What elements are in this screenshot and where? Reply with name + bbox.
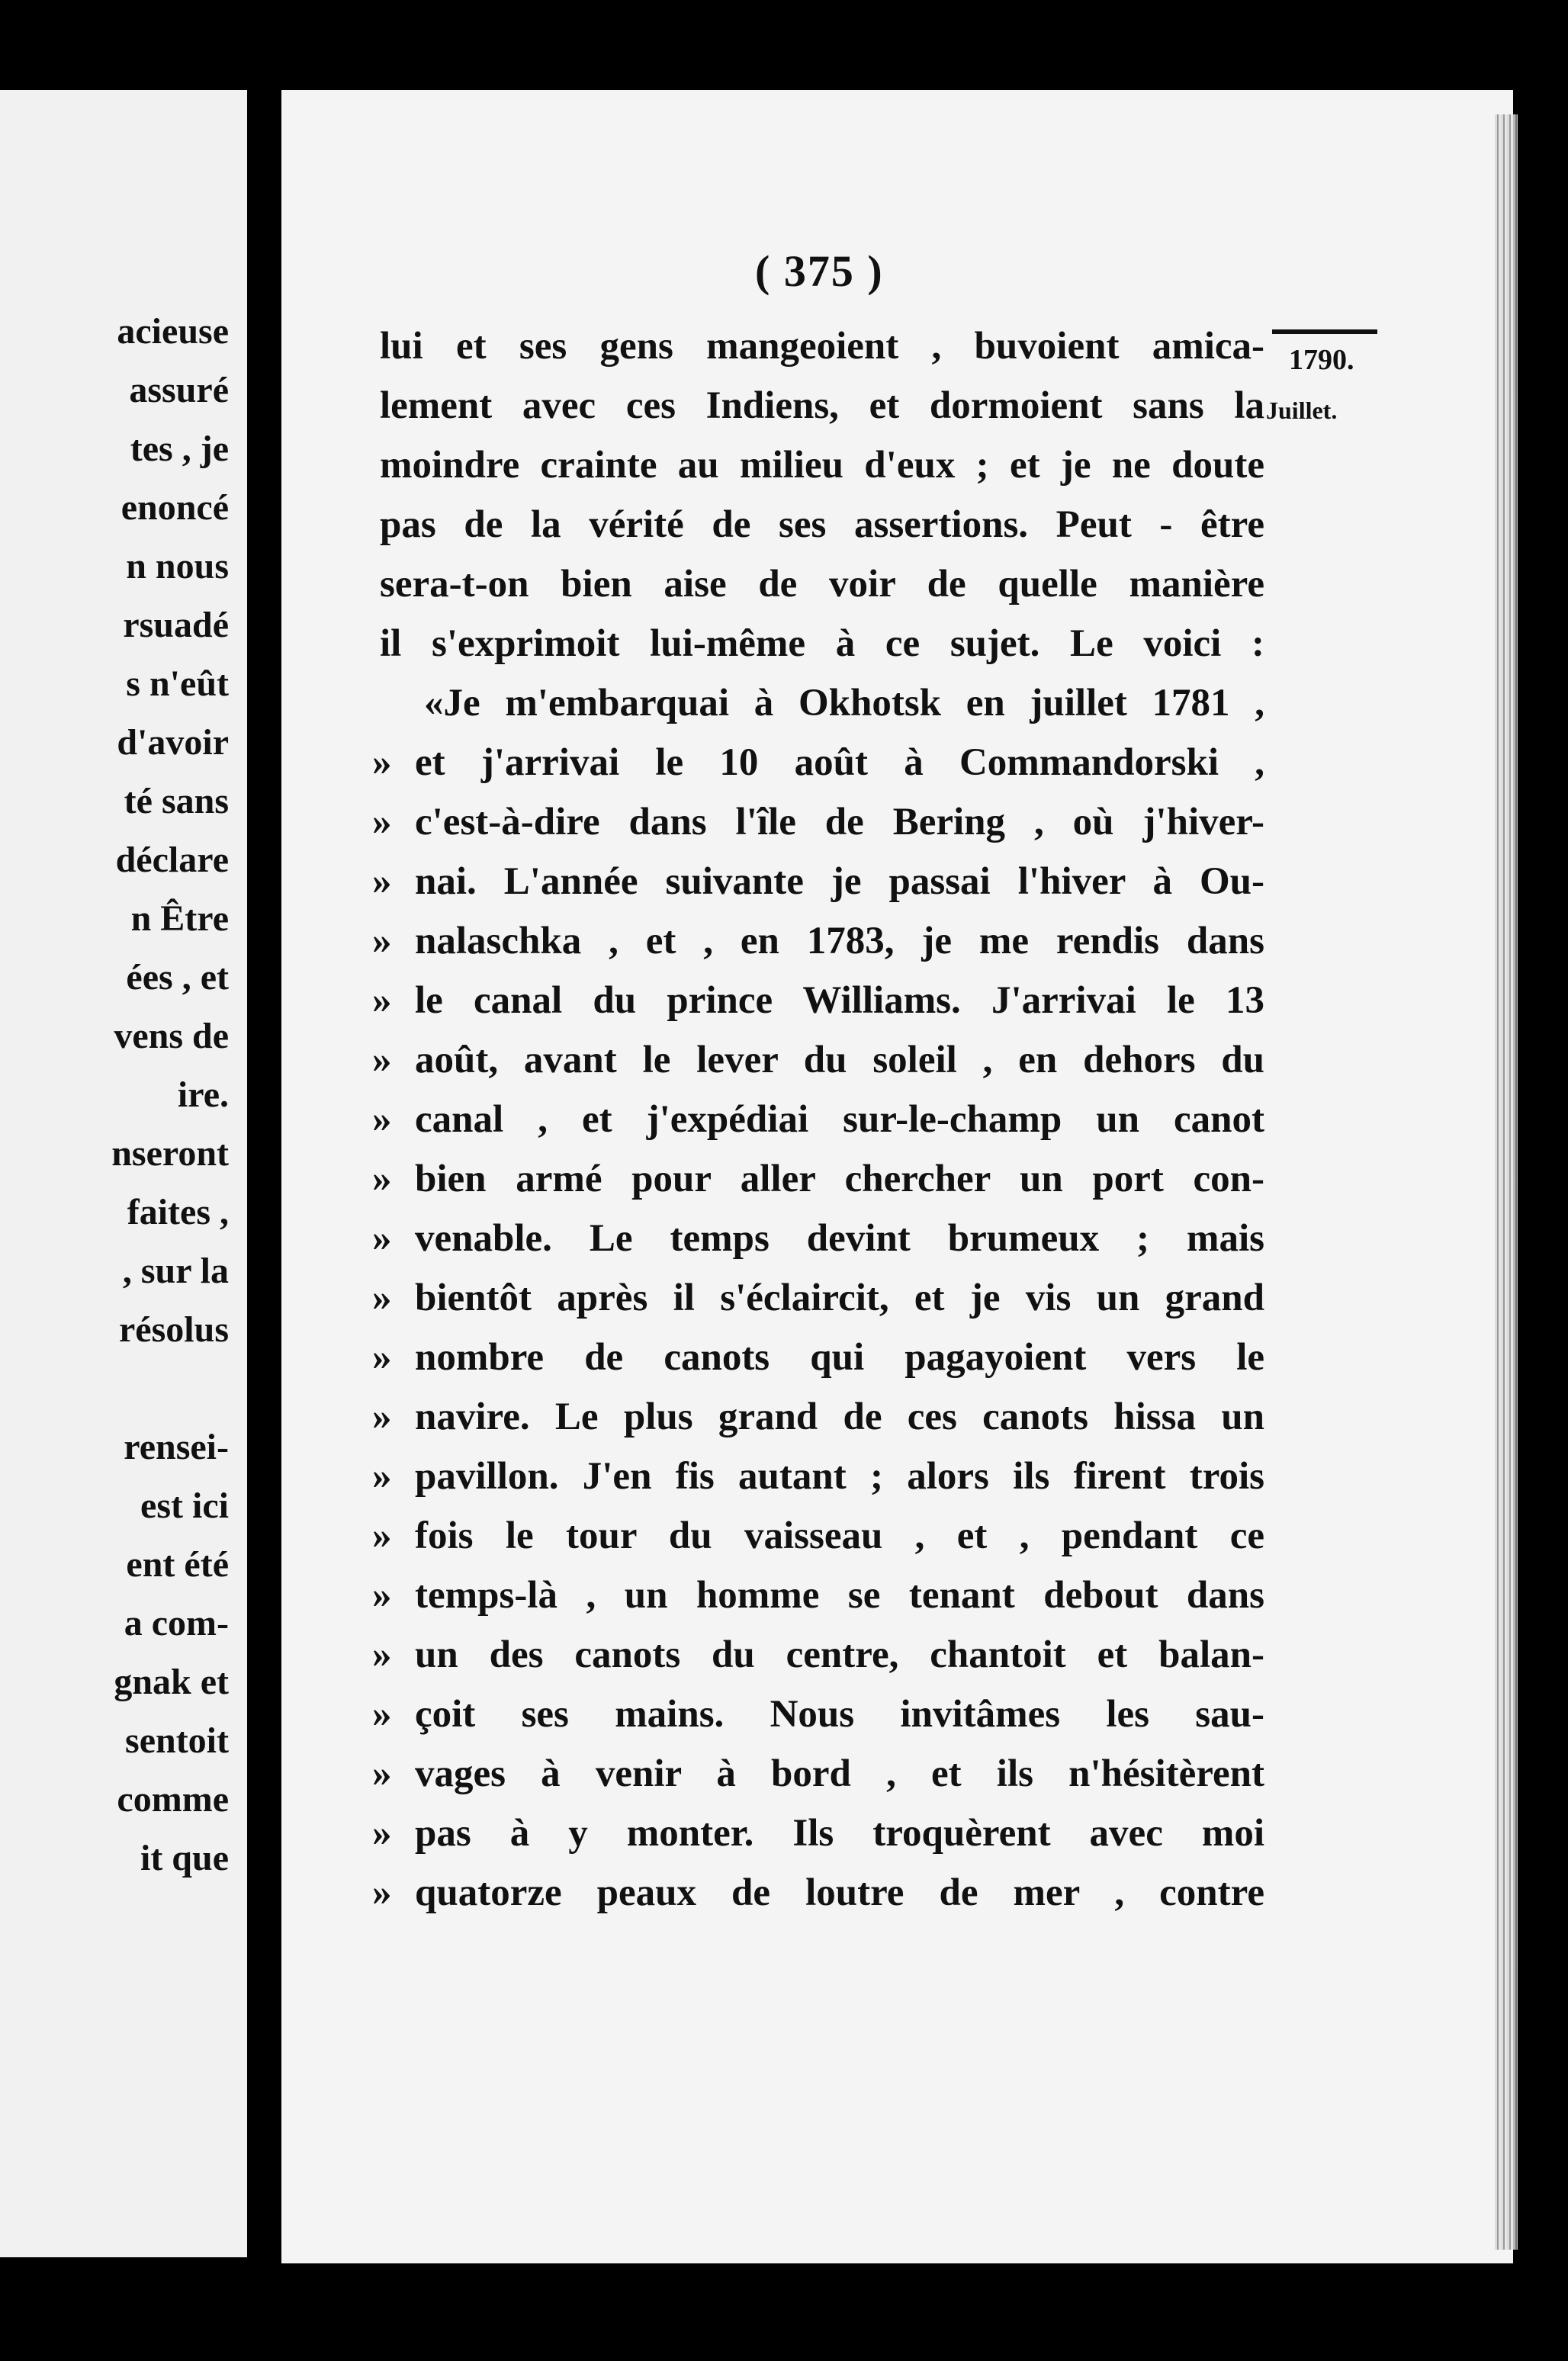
text-line (372, 733, 1264, 792)
quote-mark: » (372, 1633, 392, 1676)
left-page-line: tes , je (130, 429, 229, 469)
text-line-body: août, avant le lever du soleil , en dehors du (415, 1039, 1264, 1081)
left-page-line: it que (140, 1838, 229, 1878)
text-line (372, 1863, 1264, 1923)
text-line (372, 1744, 1264, 1804)
quote-mark: » (372, 1217, 392, 1260)
text-line (372, 1090, 1264, 1149)
left-page-line: comme (117, 1779, 229, 1820)
margin-note-month: Juillet. (1266, 397, 1338, 424)
left-page-line: acieuse (117, 311, 229, 352)
left-page-line: n Être (130, 898, 229, 939)
page-edge (1495, 114, 1518, 2250)
text-line (372, 1209, 1264, 1268)
left-page-line: a com- (124, 1603, 229, 1643)
text-line (372, 911, 1264, 971)
text-line-body: c'est-à-dire dans l'île de Bering , où j'hiver- (415, 801, 1264, 843)
quote-mark: » (372, 1396, 392, 1438)
text-line-body: nombre de canots qui pagayoient vers le (415, 1336, 1264, 1379)
text-line (372, 1268, 1264, 1328)
quote-mark: » (372, 1158, 392, 1200)
page-number: ( 375 ) (755, 246, 884, 296)
left-page-line: té sans (124, 781, 229, 821)
text-line (372, 792, 1264, 852)
quote-mark: » (372, 920, 392, 962)
text-line-body: venable. Le temps devint brumeux ; mais (415, 1217, 1264, 1260)
text-line-body: sera-t-on bien aise de voir de quelle manière (380, 563, 1264, 606)
text-line-body: moindre crainte au milieu d'eux ; et je ne doute (380, 444, 1264, 487)
left-page-line: d'avoir (117, 722, 229, 763)
quote-mark: » (372, 1812, 392, 1855)
text-line (372, 1804, 1264, 1863)
left-page-line: déclare (115, 840, 229, 880)
text-line-body: nai. L'année suivante je passai l'hiver à Ou- (415, 860, 1264, 903)
text-line-body: çoit ses mains. Nous invitâmes les sau- (415, 1693, 1264, 1736)
text-line-body: il s'exprimoit lui-même à ce sujet. Le voici : (380, 622, 1264, 665)
text-line-body: pavillon. J'en fis autant ; alors ils firent trois (415, 1455, 1264, 1498)
left-page-line: rensei- (124, 1427, 229, 1467)
left-page (0, 90, 247, 2257)
quote-mark: » (372, 1336, 392, 1379)
text-line (380, 495, 1264, 554)
left-page-line (0, 1359, 229, 1418)
body-text (372, 316, 1264, 1923)
text-line-body: quatorze peaux de loutre de mer , contre (415, 1871, 1264, 1914)
text-line (380, 554, 1264, 614)
text-line (372, 1328, 1264, 1387)
left-page-line: nseront (111, 1133, 229, 1174)
margin-note-year: 1790. (1289, 344, 1354, 376)
text-line (372, 1447, 1264, 1506)
left-page-line: vens de (114, 1016, 229, 1056)
left-page-line: enoncé (120, 487, 229, 528)
quote-mark: » (372, 1693, 392, 1736)
quote-mark: » (372, 1871, 392, 1914)
left-page-line: ées , et (126, 957, 229, 997)
left-page-line: gnak et (114, 1662, 229, 1702)
text-line-body: pas de la vérité de ses assertions. Peut - être (380, 503, 1264, 546)
text-line-body: pas à y monter. Ils troquèrent avec moi (415, 1812, 1264, 1855)
book-gutter (247, 0, 281, 2361)
text-line-body: temps-là , un homme se tenant debout dans (415, 1574, 1264, 1617)
text-line-body: «Je m'embarquai à Okhotsk en juillet 1781 , (424, 682, 1264, 724)
quote-mark: » (372, 801, 392, 843)
text-line-body: lement avec ces Indiens, et dormoient sans la (380, 384, 1264, 427)
quote-mark: » (372, 1098, 392, 1141)
text-line-body: navire. Le plus grand de ces canots hissa un (415, 1396, 1264, 1438)
quote-mark: » (372, 1455, 392, 1498)
quote-mark: » (372, 979, 392, 1022)
text-line (380, 614, 1264, 673)
left-page-line: sentoit (125, 1720, 229, 1761)
text-line-body: canal , et j'expédiai sur-le-champ un canot (415, 1098, 1264, 1141)
text-line (372, 852, 1264, 911)
quote-mark: » (372, 741, 392, 784)
text-line (380, 435, 1264, 495)
quote-mark: » (372, 1277, 392, 1319)
text-line (372, 971, 1264, 1030)
text-line (380, 673, 1264, 733)
text-line-body: bien armé pour aller chercher un port con- (415, 1158, 1264, 1200)
left-page-line: rsuadé (123, 605, 229, 645)
left-page-text (0, 302, 229, 1887)
text-line-body: et j'arrivai le 10 août à Commandorski , (415, 741, 1264, 784)
quote-mark: » (372, 1039, 392, 1081)
left-page-line: est ici (140, 1486, 229, 1526)
text-line-body: vages à venir à bord , et ils n'hésitèrent (415, 1752, 1264, 1795)
text-line (372, 1685, 1264, 1744)
text-line-body: le canal du prince Williams. J'arrivai le 13 (415, 979, 1264, 1022)
left-page-line: ent été (126, 1544, 229, 1585)
quote-mark: » (372, 860, 392, 903)
text-line (372, 1625, 1264, 1685)
left-page-line: faites , (127, 1192, 229, 1232)
text-line (372, 1387, 1264, 1447)
quote-mark: » (372, 1515, 392, 1557)
left-page-line: n nous (126, 546, 229, 586)
text-line-body: nalaschka , et , en 1783, je me rendis dans (415, 920, 1264, 962)
text-line (372, 1506, 1264, 1566)
text-line (372, 1566, 1264, 1625)
quote-mark: » (372, 1752, 392, 1795)
text-line-body: un des canots du centre, chantoit et balan- (415, 1633, 1264, 1676)
quote-mark: » (372, 1574, 392, 1617)
left-page-line: , sur la (122, 1251, 229, 1291)
text-line-body: lui et ses gens mangeoient , buvoient amica- (380, 325, 1264, 368)
left-page-line: assuré (129, 370, 229, 410)
left-page-line: résolus (119, 1309, 229, 1350)
left-page-line: ire. (177, 1074, 229, 1115)
text-line (380, 316, 1264, 376)
text-line-body: bientôt après il s'éclaircit, et je vis un grand (415, 1277, 1264, 1319)
left-page-line: s n'eût (126, 663, 229, 704)
text-line-body: fois le tour du vaisseau , et , pendant ce (415, 1515, 1264, 1557)
text-line (372, 1149, 1264, 1209)
margin-rule (1272, 329, 1377, 334)
text-line (380, 376, 1264, 435)
text-line (372, 1030, 1264, 1090)
